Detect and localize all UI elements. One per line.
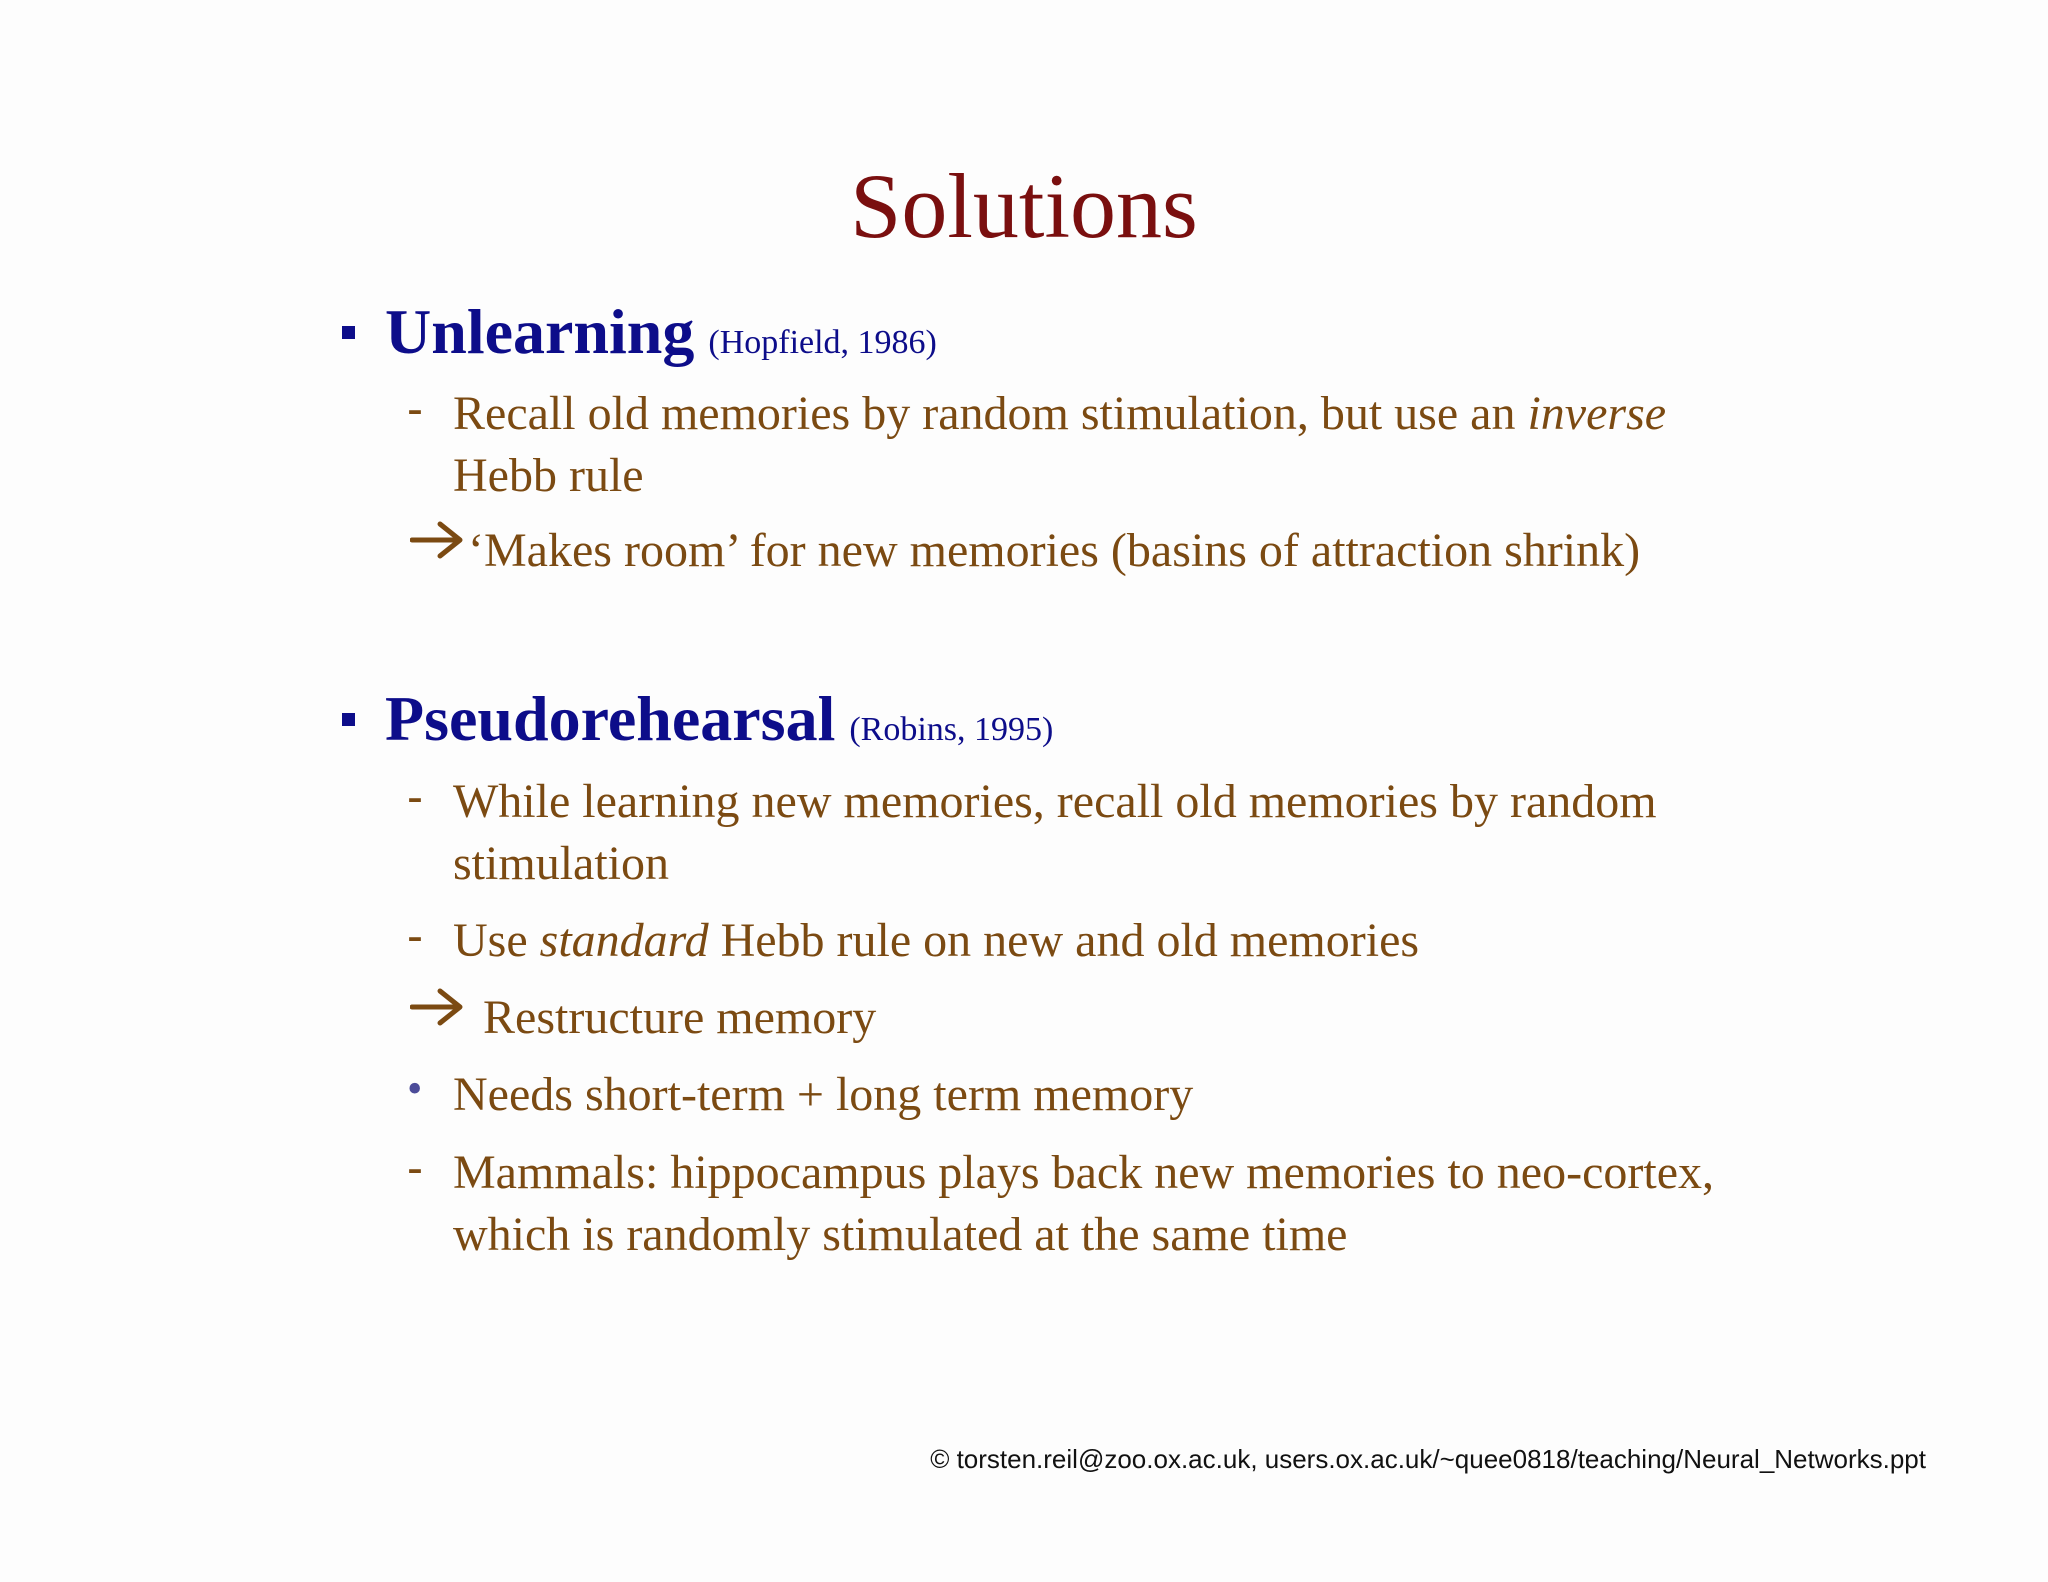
arrow-right-icon (410, 520, 466, 560)
dash-marker: - (407, 910, 423, 963)
item-line (453, 387, 1667, 440)
heading-citation: (Hopfield, 1986) (708, 324, 937, 361)
item-text: Use (453, 914, 540, 967)
dash-marker: - (407, 1142, 423, 1195)
item-line: Needs short-term + long term memory (453, 1068, 1194, 1121)
item-line-continued: which is randomly stimulated at the same time (453, 1208, 1348, 1261)
heading-text: Unlearning (385, 296, 695, 367)
heading-citation: (Robins, 1995) (849, 711, 1054, 748)
slide-title: Solutions (850, 155, 1198, 257)
item-line: Restructure memory (483, 991, 877, 1044)
item-line: Mammals: hippocampus plays back new memories to neo-cortex, (453, 1146, 1715, 1199)
section-heading-unlearning (385, 296, 937, 367)
dash-marker: - (407, 383, 423, 436)
heading-text: Pseudorehearsal (385, 683, 836, 754)
item-emphasis: inverse (1527, 387, 1667, 440)
item-line-continued: stimulation (453, 837, 669, 890)
footer-copyright: © torsten.reil@zoo.ox.ac.uk, users.ox.ac.uk/~quee0818/teaching/Neural_Networks.ppt (930, 1444, 1926, 1474)
round-bullet-icon: • (407, 1064, 423, 1113)
item-emphasis: standard (539, 914, 709, 967)
item-line (453, 914, 1420, 967)
item-text: Hebb rule on new and old memories (708, 914, 1420, 967)
section-heading-pseudorehearsal (385, 683, 1054, 754)
item-line: ‘Makes room’ for new memories (basins of attraction shrink) (468, 524, 1641, 577)
arrow-right-icon (410, 987, 466, 1027)
dash-marker: - (407, 771, 423, 824)
item-line-continued: Hebb rule (453, 449, 644, 502)
square-bullet-icon (342, 326, 355, 339)
square-bullet-icon (342, 713, 355, 726)
item-line: While learning new memories, recall old memories by random (453, 775, 1657, 828)
item-text: Recall old memories by random stimulation, but use an (453, 387, 1528, 440)
